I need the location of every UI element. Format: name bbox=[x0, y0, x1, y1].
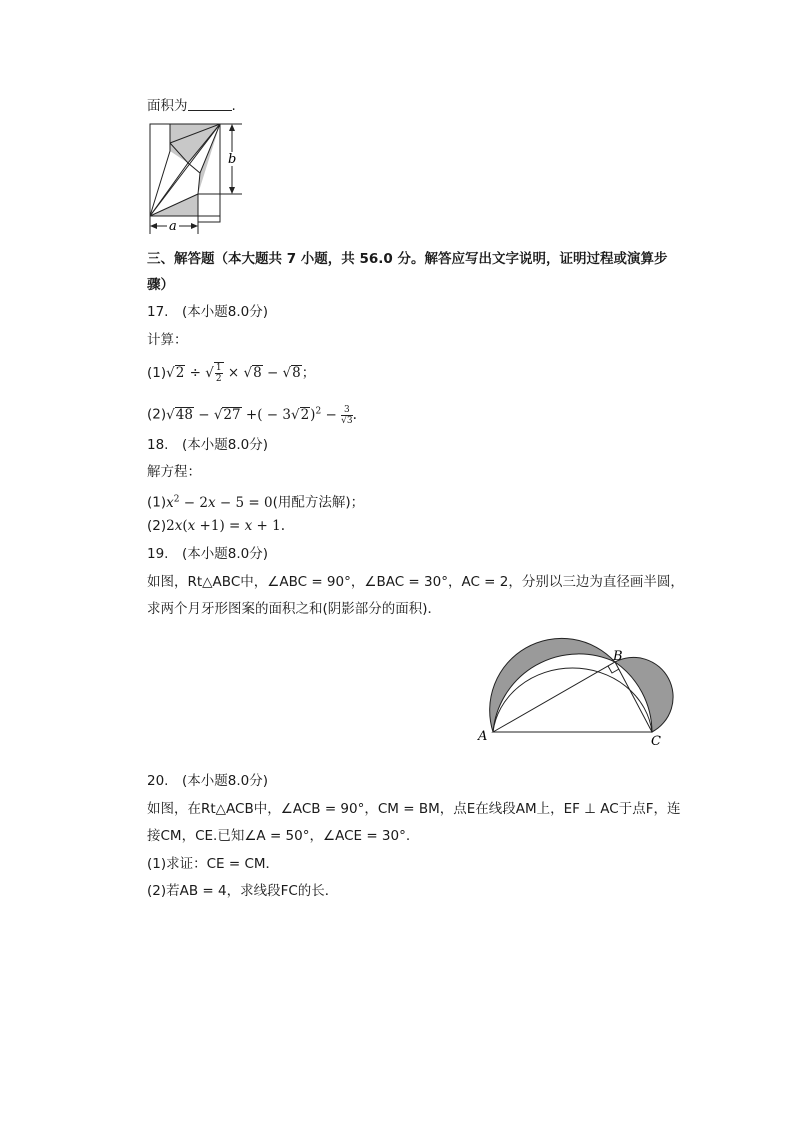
q19-line1: 如图，Rt△ABC中，∠ABC = 90°，∠BAC = 30°，AC = 2，分别以三边为直径画半圆， bbox=[147, 574, 684, 590]
q16-small-square-ext bbox=[198, 194, 220, 222]
section3-title-line1: 三、解答题（本大题共 7 小题，共 56.0 分。解答应写出文字说明，证明过程或演算步 bbox=[147, 251, 668, 267]
q18-part2-expr: 2x(x +1) = x + 1. bbox=[166, 518, 286, 534]
q16-period: . bbox=[231, 98, 236, 114]
q17-intro: 计算： bbox=[147, 332, 188, 348]
q20-header: 20. (本小题8.0分) bbox=[147, 773, 268, 789]
q16-b-arrowhead-bottom bbox=[229, 187, 235, 194]
q19-label-b: B bbox=[613, 649, 623, 664]
q17-part2-expr: √48 − √27 +( − 3√2)$^2$ − $\frac{3}{√3}$ . bbox=[166, 404, 357, 426]
q16-answer-line bbox=[147, 97, 236, 115]
q16-figure bbox=[140, 118, 250, 240]
q16-a-arrowhead-left bbox=[150, 223, 157, 229]
q17-part1-expr: √2 ÷ √ $\frac{1}{2}$ × √8 − √8； bbox=[166, 363, 316, 384]
q17-header: 17. (本小题8.0分) bbox=[147, 304, 268, 320]
q18-part1-expr: $x^2 - 2x - 5 = 0$ bbox=[166, 494, 273, 511]
q18-part1 bbox=[147, 490, 364, 512]
q20-line2: 接CM，CE.已知∠A = 50°，∠ACE = 30°. bbox=[147, 828, 411, 844]
q20-part1: (1)求证：CE = CM． bbox=[147, 856, 280, 872]
q18-part2-label: (2) bbox=[147, 518, 167, 534]
q16-label-a: a bbox=[169, 219, 177, 234]
q18-part2 bbox=[147, 517, 285, 535]
q16-answer-blank[interactable] bbox=[188, 97, 232, 111]
q16-a-arrowhead-right bbox=[191, 223, 198, 229]
q20-part2: (2)若AB = 4，求线段FC的长． bbox=[147, 883, 339, 899]
q19-label-c: C bbox=[651, 734, 661, 749]
section3-title-line2: 骤） bbox=[147, 277, 174, 293]
q19-lune-bc bbox=[615, 657, 673, 732]
q16-prompt: 面积为 bbox=[147, 98, 188, 114]
q18-part1-method: (用配方法解)； bbox=[272, 494, 365, 511]
q17-part1-label: (1) bbox=[147, 365, 167, 381]
q19-header: 19. (本小题8.0分) bbox=[147, 546, 268, 562]
q16-label-b: b bbox=[228, 152, 237, 167]
q17-part2-label: (2) bbox=[147, 406, 167, 423]
q19-label-a: A bbox=[478, 729, 488, 744]
q16-b-arrowhead-top bbox=[229, 124, 235, 131]
q18-header: 18. (本小题8.0分) bbox=[147, 437, 268, 453]
q20-line1: 如图，在Rt△ACB中，∠ACB = 90°，CM = BM，点E在线段AM上，EF ⊥ AC于点F，连 bbox=[147, 801, 681, 817]
q18-intro: 解方程： bbox=[147, 464, 201, 480]
q17-part1 bbox=[147, 362, 315, 384]
q19-line2: 求两个月牙形图案的面积之和(阴影部分的面积)． bbox=[147, 601, 442, 617]
q18-part1-label: (1) bbox=[147, 494, 167, 511]
q19-figure bbox=[470, 622, 680, 750]
q17-part2 bbox=[147, 402, 357, 426]
q19-lune-ab bbox=[490, 638, 615, 732]
